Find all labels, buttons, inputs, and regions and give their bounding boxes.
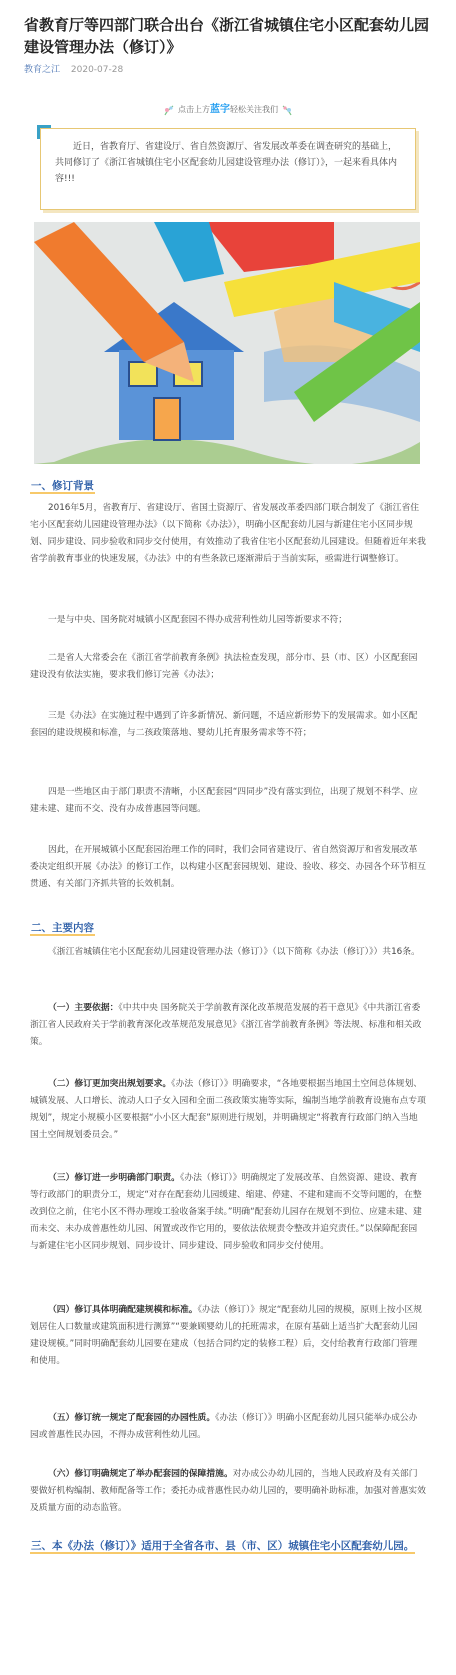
content-item: （一）主要依据：《中共中央 国务院关于学前教育深化改革规范发展的若干意见》《中共浙江省委 浙江省人民政府关于学前教育深化改革规范发展意见》《浙江省学前教育条例》等法规、标准和相关政策。: [30, 1003, 422, 1047]
content-item: （三）修订进一步明确部门职责。《办法（修订）》明确规定了发展改革、自然资源、建设、教育等行政部门的职责分工，规定“对存在配套幼儿园缓建、缩建、停建、不建和建而不交等问题的，在整改到位之前，住宅小区不得办理竣工验收备案手续。”明确“配套幼儿园存在规划不到位、应建未建、建而未交、未办成普惠性幼儿园、闲置或改作它用的，要依法依规责令整改并追究责任。”以保障配套园与新建住宅小区同步规划、同步设计、同步建设、同步验收和同步交付使用。: [30, 1173, 422, 1251]
paragraph: 四是一些地区由于部门职责不清晰，小区配套园“四同步”没有落实到位，出现了规划不科学、应建未建、建而不交、没有办成普惠园等问题。: [30, 787, 418, 814]
article-title: 省教育厅等四部门联合出台《浙江省城镇住宅小区配套幼儿园建设管理办法（修订）》: [24, 16, 430, 56]
sprig-icon: [163, 104, 175, 116]
publish-date: 2020-07-28: [70, 65, 124, 75]
paragraph: 因此，在开展城镇小区配套园治理工作的同时，我们会同省建设厅、省自然资源厅和省发展改革委决定组织开展《办法》的修订工作，以构建小区配套园规划、建设、验收、移交、办园各个环节相互贯通、有关部门齐抓共管的长效机制。: [30, 845, 426, 889]
section-heading-background: 一、修订背景: [31, 480, 94, 492]
corner-accent: [37, 125, 51, 139]
paragraph: 2016年5月，省教育厅、省建设厅、省国土资源厅、省发展改革委四部门联合制发了《浙江省住宅小区配套幼儿园建设管理办法》（以下简称《办法》），明确小区配套幼儿园与新建住宅小区同步规划、同步建设、同步验收和同步交付使用，有效推动了我省住宅小区配套幼儿园建设。但随着近年来我省学前教育事业的快速发展，《办法》中的有些条款已逐渐滞后于当前实际，亟需进行调整修订。: [30, 503, 426, 564]
section-heading-content: 二、主要内容: [31, 922, 94, 934]
paragraph: 三是《办法》在实施过程中遇到了许多新情况、新问题，不适应新形势下的发展需求。如小区配套园的建设规模和标准，与二孩政策落地、婴幼儿托育服务需求等不符；: [30, 711, 418, 738]
follow-text-pre: 点击上方: [178, 105, 210, 114]
content-item: （六）修订明确规定了举办配套园的保障措施。对办成公办幼儿园的，当地人民政府及有关部门要做好机构编制、教师配备等工作；委托办成普惠性民办幼儿园的，要明确补助标准，加强对普惠实效及质量方面的动态监管。: [30, 1469, 426, 1513]
paragraph: 一是与中央、国务院对城镇小区配套园不得办成营利性幼儿园等新要求不符；: [48, 615, 348, 625]
content-item: （二）修订更加突出规划要求。《办法（修订）》明确要求，“各地要根据当地国土空间总体规划、城镇发展、人口增长、流动人口子女入园和全面二孩政策实施等实际，编制当地学前教育设施布点专项规划”，规定小规模小区要根据“小小区大配套”原则进行规划，并明确规定“将教育行政部门纳入当地国土空间规划委员会。”: [30, 1079, 426, 1140]
paragraph: 二是省人大常委会在《浙江省学前教育条例》执法检查发现，部分市、县（市、区）小区配套园建设没有依法实施，要求我们修订完善《办法》；: [30, 653, 418, 680]
content-item: （五）修订统一规定了配套园的办园性质。《办法（修订）》明确小区配套幼儿园只能举办成公办园或普惠性民办园，不得办成营利性幼儿园。: [30, 1413, 418, 1440]
sprig-icon: [281, 104, 293, 116]
follow-text-blue: 蓝字: [210, 104, 230, 115]
paragraph: 《浙江省城镇住宅小区配套幼儿园建设管理办法（修订）》（以下简称《办法（修订）》）共16条。: [48, 947, 420, 957]
article-meta: [24, 62, 123, 75]
follow-banner[interactable]: [0, 100, 456, 120]
intro-text: 近日，省教育厅、省建设厅、省自然资源厅、省发展改革委在调查研究的基础上，共同修订了《浙江省城镇住宅小区配套幼儿园建设管理办法（修订）》，一起来看具体内容!!!: [55, 142, 398, 184]
intro-box: [40, 128, 416, 210]
content-item: （四）修订具体明确配建规模和标准。《办法（修订）》规定“配套幼儿园的规模，原则上按小区规划居住人口数量或建筑面积进行测算”“要兼顾婴幼儿的托班需求，在原有基础上适当扩大配套幼儿园建设规模。”同时明确配套幼儿园要在建成（包括合同约定的装修工程）后，交付给教育行政部门管理和使用。: [30, 1305, 423, 1366]
section-heading-scope: 三、本《办法（修订）》适用于全省各市、县（市、区）城镇住宅小区配套幼儿园。: [31, 1540, 415, 1552]
author-link[interactable]: 教育之江: [24, 65, 61, 75]
follow-text-post: 轻松关注我们: [230, 105, 278, 114]
crayon-drawing-photo: [34, 222, 420, 464]
